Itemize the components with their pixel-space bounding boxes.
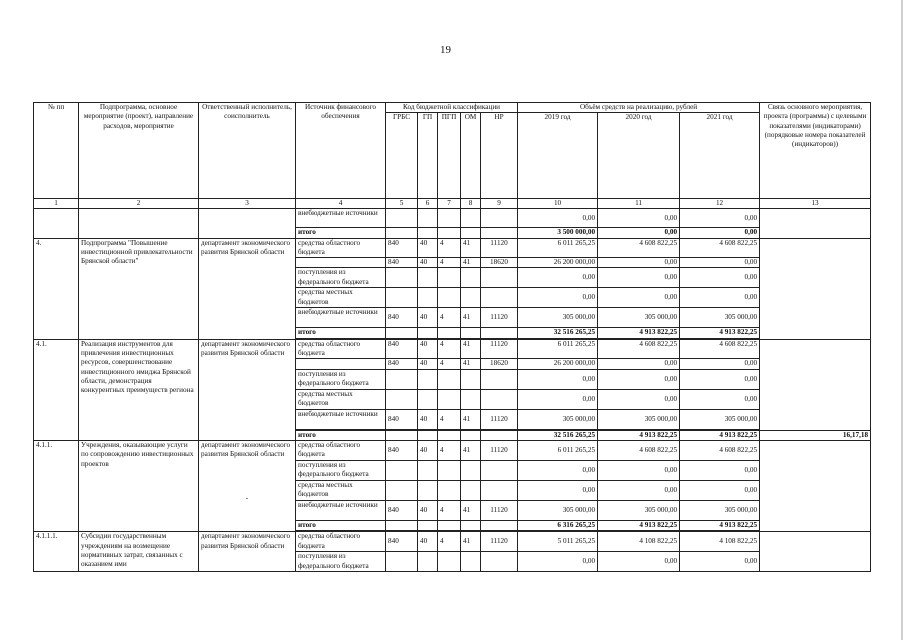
source-cell: внебюджетные источники — [296, 308, 386, 328]
code-gp: 40 — [418, 339, 438, 359]
header-year-2019: 2019 год — [518, 113, 598, 199]
source-cell: поступления из федерального бюджета — [296, 460, 386, 480]
amount-cell: 0,00 — [680, 552, 760, 572]
header-year-2020: 2020 год — [598, 113, 680, 199]
code-om: 41 — [461, 532, 481, 552]
amount-cell: 0,00 — [518, 209, 598, 228]
amount-cell: 6 316 265,25 — [518, 520, 598, 530]
column-number: 5 — [386, 199, 418, 209]
code-grbs: 840 — [386, 532, 418, 552]
code-pgp: 4 — [438, 238, 461, 258]
program-title: Субсидии государственным учреждениям на возмещение нормативных затрат, связанных с оказанием ими — [79, 532, 199, 572]
code-om: 41 — [461, 359, 481, 369]
code-nr: 18620 — [481, 258, 518, 268]
amount-cell: 0,00 — [598, 389, 680, 409]
code-pgp: 4 — [438, 359, 461, 369]
source-cell: средства областного бюджета — [296, 440, 386, 460]
amount-cell: 0,00 — [680, 369, 760, 389]
source-cell: поступления из федерального бюджета — [296, 552, 386, 572]
amount-cell: 305 000,00 — [518, 409, 598, 429]
column-number: 10 — [518, 199, 598, 209]
amount-cell: 4 608 822,25 — [598, 440, 680, 460]
amount-cell: 0,00 — [518, 268, 598, 288]
code-grbs: 840 — [386, 500, 418, 520]
source-cell: поступления из федерального бюджета — [296, 369, 386, 389]
row-number: 4.1.1.1. — [34, 532, 79, 572]
table-row — [34, 209, 871, 228]
column-number: 3 — [199, 199, 296, 209]
amount-cell: 305 000,00 — [518, 308, 598, 328]
code-gp: 40 — [418, 359, 438, 369]
code-grbs: 840 — [386, 359, 418, 369]
code-pgp: 4 — [438, 339, 461, 359]
program-title: Учреждения, оказывающие услуги по сопровождению инвестиционных проектов — [79, 440, 199, 531]
code-grbs: 840 — [386, 238, 418, 258]
column-number: 8 — [461, 199, 481, 209]
code-om: 41 — [461, 238, 481, 258]
code-nr: 11120 — [481, 440, 518, 460]
code-nr: 11120 — [481, 238, 518, 258]
amount-cell: 0,00 — [518, 389, 598, 409]
executor-text: департамент экономического развития Брянской области — [201, 440, 291, 459]
code-grbs: 840 — [386, 308, 418, 328]
code-om: 41 — [461, 308, 481, 328]
amount-cell: 4 913 822,25 — [680, 520, 760, 530]
code-om: 41 — [461, 500, 481, 520]
code-grbs: 840 — [386, 440, 418, 460]
source-cell: средства местных бюджетов — [296, 288, 386, 308]
amount-cell: 0,00 — [518, 460, 598, 480]
source-cell: итого — [296, 520, 386, 530]
code-nr: 11120 — [481, 500, 518, 520]
table-row — [34, 440, 871, 460]
header-row — [34, 103, 871, 113]
header-nr: НР — [481, 113, 518, 199]
amount-cell: 4 108 822,25 — [598, 532, 680, 552]
amount-cell: 305 000,00 — [598, 308, 680, 328]
header-program: Подпрограмма, основное мероприятие (проект), направление расходов, мероприятие — [79, 103, 199, 199]
source-cell: итого — [296, 430, 386, 440]
amount-cell: 305 000,00 — [680, 500, 760, 520]
amount-cell: 0,00 — [598, 552, 680, 572]
amount-cell: 32 516 265,25 — [518, 328, 598, 338]
code-pgp: 4 — [438, 308, 461, 328]
amount-cell: 4 608 822,25 — [598, 238, 680, 258]
amount-cell: 6 011 265,25 — [518, 238, 598, 258]
program-title: Подпрограмма "Повышение инвестиционной привлекательности Брянской области" — [79, 238, 199, 339]
source-cell: поступления из федерального бюджета — [296, 268, 386, 288]
amount-cell: 0,00 — [518, 288, 598, 308]
amount-cell: 0,00 — [598, 480, 680, 500]
code-gp: 40 — [418, 500, 438, 520]
code-nr: 11120 — [481, 308, 518, 328]
column-number: 4 — [296, 199, 386, 209]
amount-cell: 0,00 — [598, 359, 680, 369]
row-number: 4.1.1. — [34, 440, 79, 531]
budget-table — [33, 102, 871, 572]
column-number: 12 — [680, 199, 760, 209]
amount-cell: 0,00 — [680, 209, 760, 228]
indicator-link: 16,17,18 — [760, 430, 871, 440]
amount-cell: 0,00 — [518, 369, 598, 389]
amount-cell: 4 913 822,25 — [680, 328, 760, 338]
amount-cell: 305 000,00 — [598, 409, 680, 429]
column-number: 2 — [79, 199, 199, 209]
amount-cell: 26 200 000,00 — [518, 359, 598, 369]
executor: департамент экономического развития Брянской области — [199, 532, 296, 572]
amount-cell: 0,00 — [598, 460, 680, 480]
code-nr: 11120 — [481, 532, 518, 552]
header-year-2021: 2021 год — [680, 113, 760, 199]
column-number-row — [34, 199, 871, 209]
code-gp: 40 — [418, 258, 438, 268]
amount-cell: 0,00 — [680, 460, 760, 480]
amount-cell: 0,00 — [518, 552, 598, 572]
amount-cell: 5 011 265,25 — [518, 532, 598, 552]
code-gp: 40 — [418, 238, 438, 258]
column-number: 13 — [760, 199, 871, 209]
column-number: 1 — [34, 199, 79, 209]
code-om: 41 — [461, 409, 481, 429]
source-cell: внебюджетные источники — [296, 209, 386, 228]
code-pgp: 4 — [438, 440, 461, 460]
code-nr: 11120 — [481, 409, 518, 429]
amount-cell: 0,00 — [598, 369, 680, 389]
program-title: Реализация инструментов для привлечения инвестиционных ресурсов, совершенствование инвестиционного имиджа Брянской области, демонстрация конкурентных преимуществ региона — [79, 339, 199, 440]
column-number: 9 — [481, 199, 518, 209]
source-cell: внебюджетные источники — [296, 409, 386, 429]
code-grbs: 840 — [386, 258, 418, 268]
column-number: 6 — [418, 199, 438, 209]
amount-cell: 0,00 — [680, 268, 760, 288]
amount-cell: 4 608 822,25 — [680, 238, 760, 258]
amount-cell: 26 200 000,00 — [518, 258, 598, 268]
page-number: 19 — [440, 44, 451, 56]
column-number: 11 — [598, 199, 680, 209]
header-source: Источник финансового обеспечения — [296, 103, 386, 199]
amount-cell: 4 913 822,25 — [598, 430, 680, 440]
source-cell: итого — [296, 228, 386, 238]
header-num: № пп — [34, 103, 79, 199]
source-cell: внебюджетные источники — [296, 500, 386, 520]
amount-cell: 0,00 — [518, 480, 598, 500]
amount-cell: 0,00 — [680, 389, 760, 409]
executor — [199, 440, 296, 531]
amount-cell: 305 000,00 — [680, 409, 760, 429]
code-gp: 40 — [418, 440, 438, 460]
amount-cell: 0,00 — [680, 228, 760, 238]
amount-cell: 305 000,00 — [598, 500, 680, 520]
executor: департамент экономического развития Брянской области — [199, 238, 296, 339]
amount-cell: 0,00 — [598, 258, 680, 268]
amount-cell: 4 608 822,25 — [680, 339, 760, 359]
amount-cell: 0,00 — [680, 480, 760, 500]
source-cell: средства областного бюджета — [296, 532, 386, 552]
code-grbs: 840 — [386, 339, 418, 359]
amount-cell: 4 608 822,25 — [598, 339, 680, 359]
code-gp: 40 — [418, 308, 438, 328]
header-pgp: ПГП — [438, 113, 461, 199]
code-om: 41 — [461, 258, 481, 268]
code-pgp: 4 — [438, 409, 461, 429]
header-grbs: ГРБС — [386, 113, 418, 199]
amount-cell: 0,00 — [598, 228, 680, 238]
table-row — [34, 339, 871, 359]
code-nr: 18620 — [481, 359, 518, 369]
code-pgp: 4 — [438, 500, 461, 520]
column-number: 7 — [438, 199, 461, 209]
amount-cell: 305 000,00 — [518, 500, 598, 520]
amount-cell: 4 108 822,25 — [680, 532, 760, 552]
amount-cell: 0,00 — [680, 359, 760, 369]
amount-cell: 6 011 265,25 — [518, 440, 598, 460]
executor: департамент экономического развития Брянской области — [199, 339, 296, 440]
table-row — [34, 238, 871, 258]
code-gp: 40 — [418, 409, 438, 429]
header-link: Связь основного мероприятия, проекта (программы) с целевыми показателями (индикаторами) (порядковые номера показателей (индикаторов)) — [760, 103, 871, 199]
amount-cell: 305 000,00 — [680, 308, 760, 328]
amount-cell: 32 516 265,25 — [518, 430, 598, 440]
amount-cell: 4 913 822,25 — [680, 430, 760, 440]
header-executor: Ответственный исполнитель, соисполнитель — [199, 103, 296, 199]
header-om: ОМ — [461, 113, 481, 199]
code-gp: 40 — [418, 532, 438, 552]
amount-cell: 0,00 — [598, 209, 680, 228]
amount-cell: 0,00 — [598, 288, 680, 308]
amount-cell: 6 011 265,25 — [518, 339, 598, 359]
row-number: 4.1. — [34, 339, 79, 440]
row-number: 4. — [34, 238, 79, 339]
amount-cell: 0,00 — [680, 258, 760, 268]
code-om: 41 — [461, 440, 481, 460]
header-gp: ГП — [418, 113, 438, 199]
source-cell: средства местных бюджетов — [296, 480, 386, 500]
header-kbk-group: Код бюджетной классификации — [386, 103, 518, 113]
amount-cell: 0,00 — [598, 268, 680, 288]
page-edge-shadow — [901, 0, 903, 640]
source-cell: средства областного бюджета — [296, 238, 386, 258]
amount-cell: 4 608 822,25 — [680, 440, 760, 460]
source-cell: средства областного бюджета — [296, 339, 386, 359]
code-nr: 11120 — [481, 339, 518, 359]
code-grbs: 840 — [386, 409, 418, 429]
amount-cell: 4 913 822,25 — [598, 520, 680, 530]
code-pgp: 4 — [438, 532, 461, 552]
dash-mark: - — [245, 493, 249, 502]
code-pgp: 4 — [438, 258, 461, 268]
amount-cell: 0,00 — [680, 288, 760, 308]
header-volume-group: Объём средств на реализацию, рублей — [518, 103, 760, 113]
amount-cell: 4 913 822,25 — [598, 328, 680, 338]
code-om: 41 — [461, 339, 481, 359]
amount-cell: 3 500 000,00 — [518, 228, 598, 238]
table-row — [34, 532, 871, 552]
source-cell: средства местных бюджетов — [296, 389, 386, 409]
source-cell: итого — [296, 328, 386, 338]
